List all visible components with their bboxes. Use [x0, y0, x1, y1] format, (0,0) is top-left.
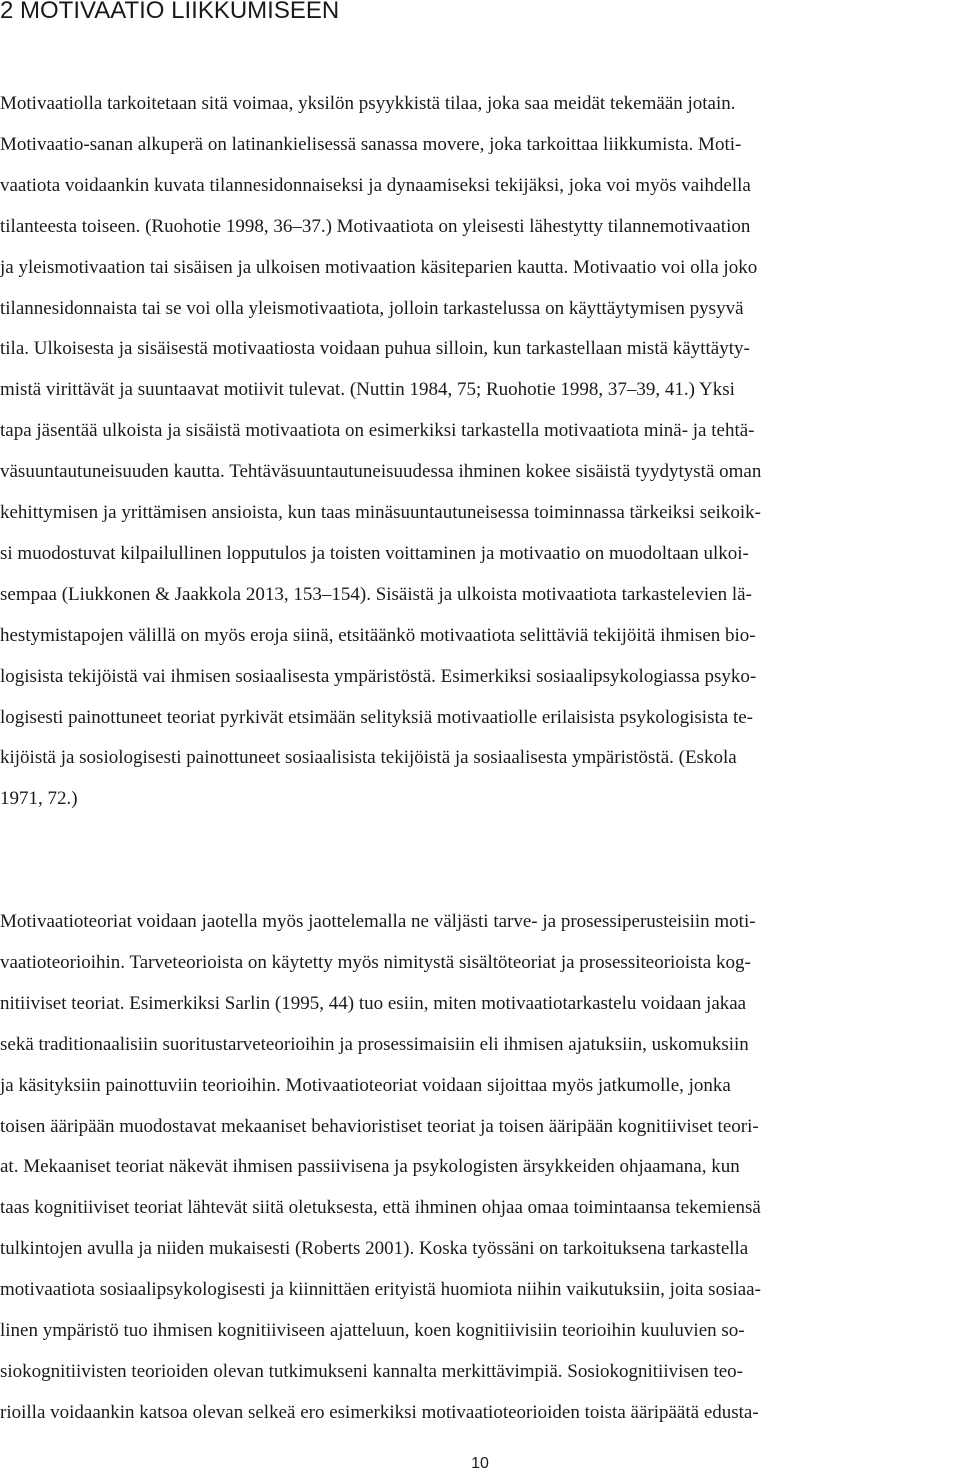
- text-line: si muodostuvat kilpailullinen lopputulos ja toisten voittaminen ja motivaatio on muodoltaan ulkoi-: [0, 542, 749, 564]
- text-line: hestymistapojen välillä on myös eroja siinä, etsitäänkö motivaatiota selittäviä tekijöitä ihmisen bio-: [0, 624, 756, 646]
- text-line: ja yleismotivaation tai sisäisen ja ulkoisen motivaation käsiteparien kautta. Motivaatio voi olla joko: [0, 256, 758, 278]
- text-line: tila. Ulkoisesta ja sisäisestä motivaatiosta voidaan puhua silloin, kun tarkastellaan mistä käyttäyty-: [0, 338, 750, 360]
- text-line: mistä virittävät ja suuntaavat motiivit tulevat. (Nuttin 1984, 75; Ruohotie 1998, 37–39, 41.) Yksi: [0, 379, 735, 401]
- text-line: vaatioteorioihin. Tarveteorioista on käytetty myös nimitystä sisältöteoriat ja prosessiteorioista kog-: [0, 951, 751, 973]
- text-line: Motivaatiolla tarkoitetaan sitä voimaa, yksilön psyykkistä tilaa, joka saa meidät tekemään jotain.: [0, 93, 736, 114]
- text-line: siokognitiivisten teorioiden olevan tutkimukseni kannalta merkittävimpiä. Sosiokognitiivisen teo-: [0, 1360, 744, 1382]
- text-line: väsuuntautuneisuuden kautta. Tehtäväsuuntautuneisuudessa ihminen kokee sisäistä tyydytystä oman: [0, 461, 762, 483]
- text-line: at. Mekaaniset teoriat näkevät ihmisen passiivisena ja psykologisten ärsykkeiden ohjaamana, kun: [0, 1156, 740, 1178]
- text-line: motivaatiota sosiaalipsykologisesti ja kiinnittäen erityistä huomiota niihin vaikutuksiin, joita sosiaa-: [0, 1279, 761, 1301]
- text-line: linen ympäristö tuo ihmisen kognitiiviseen ajatteluun, koen kognitiivisiin teorioihin kuuluvien so-: [0, 1320, 745, 1341]
- text-line: 1971, 72.): [0, 788, 78, 810]
- text-line: logisista tekijöistä vai ihmisen sosiaalisesta ympäristöstä. Esimerkiksi sosiaalipsykologiassa psyko-: [0, 665, 757, 687]
- text-line: kehittymisen ja yrittämisen ansioista, kun taas minäsuuntautuneisessa toiminnassa tärkeiksi seikoik-: [0, 502, 761, 523]
- text-line: vaatiota voidaankin kuvata tilannesidonnaiseksi ja dynaamiseksi tekijäksi, joka voi myös vaihdella: [0, 174, 751, 196]
- text-line: tilanteesta toiseen. (Ruohotie 1998, 36–37.) Motivaatiota on yleisesti lähestytty tilannemotivaation: [0, 215, 751, 237]
- text-line: tapa jäsentää ulkoista ja sisäistä motivaatiota on esimerkiksi tarkastella motivaatiota minä- ja tehtä-: [0, 420, 755, 442]
- text-line: rioilla voidaankin katsoa olevan selkeä ero esimerkiksi motivaatioteorioiden toista ääripäätä edusta-: [0, 1401, 759, 1423]
- text-line: nitiiviset teoriat. Esimerkiksi Sarlin (1995, 44) tuo esiin, miten motivaatiotarkastelu voidaan jakaa: [0, 992, 747, 1014]
- text-line: tilannesidonnaista tai se voi olla yleismotivaatiota, jolloin tarkastelussa on käyttäytymisen pysyvä: [0, 297, 744, 319]
- text-line: toisen ääripään muodostavat mekaaniset behavioristiset teoriat ja toisen ääripään kognitiiviset teori-: [0, 1115, 759, 1137]
- text-line: ja käsityksiin painottuviin teorioihin. Motivaatioteoriat voidaan sijoittaa myös jatkumolle, jonka: [0, 1074, 731, 1096]
- text-line: kijöistä ja sosiologisesti painottuneet sosiaalisista tekijöistä ja sosiaalisesta ympäristöstä. (Eskola: [0, 747, 737, 769]
- text-line: sempaa (Liukkonen & Jaakkola 2013, 153–154). Sisäistä ja ulkoista motivaatiota tarkastelevien lä-: [0, 583, 752, 605]
- text-line: Motivaatioteoriat voidaan jaotella myös jaottelemalla ne väljästi tarve- ja prosessiperusteisiin moti-: [0, 911, 756, 932]
- text-line: taas kognitiiviset teoriat lähtevät siitä oletuksesta, että ihminen ohjaa omaa toimintaansa tekemiensä: [0, 1197, 761, 1219]
- text-line: tulkintojen avulla ja niiden mukaisesti (Roberts 2001). Koska työssäni on tarkoituksena tarkastella: [0, 1238, 749, 1260]
- page-number: 10: [471, 1455, 489, 1472]
- text-line: Motivaatio-sanan alkuperä on latinankielisessä sanassa movere, joka tarkoittaa liikkumista. Moti-: [0, 133, 742, 155]
- chapter-heading: 2 MOTIVAATIO LIIKKUMISEEN: [0, 0, 340, 24]
- text-line: logisesti painottuneet teoriat pyrkivät etsimään selityksiä motivaatiolle erilaisista psykologisista te-: [0, 706, 753, 728]
- text-line: sekä traditionaalisiin suoritustarveteorioihin ja prosessimaisiin eli ihmisen ajatuksiin, uskomuksiin: [0, 1033, 749, 1055]
